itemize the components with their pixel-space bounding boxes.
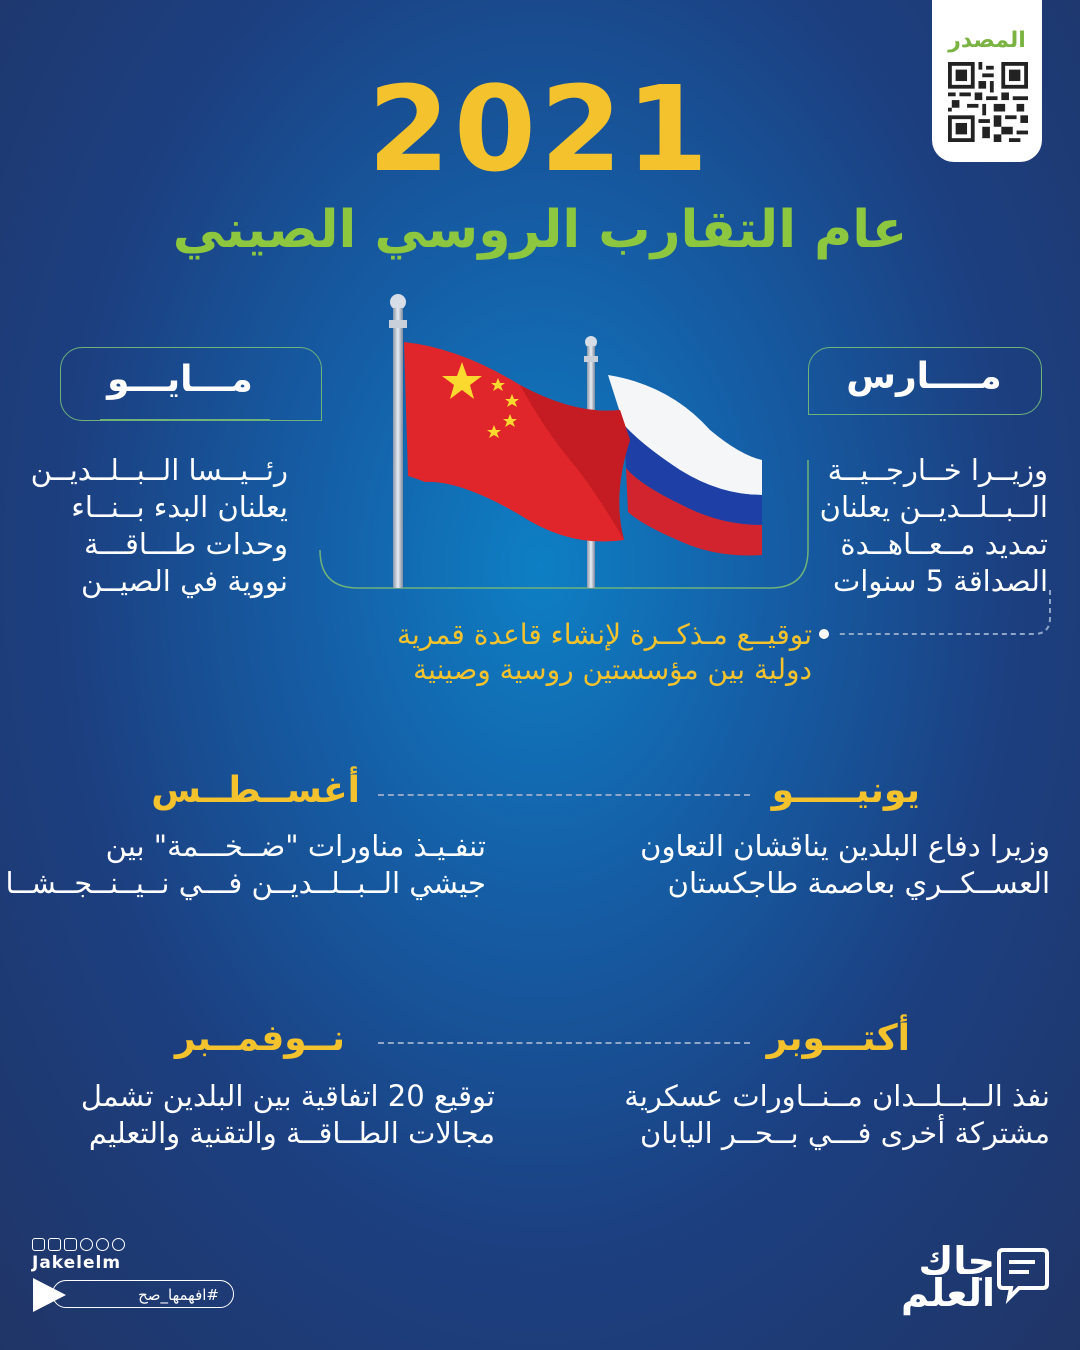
russia-flag [608,375,762,555]
row-divider-1 [378,794,750,796]
may-line: يعلنان البدء بــنــاء [71,490,288,524]
chat-bubble-icon [997,1246,1051,1304]
august-line: جيشي الــبــلــديــن فـــي نــيــنــجــشــا [5,866,486,900]
october-text [560,1078,1050,1152]
march-line: الصداقة 5 سنوات [832,564,1048,598]
may-line: نووية في الصيــن [80,564,288,598]
source-label: المصدر [948,28,1026,53]
play-icon[interactable] [30,1276,68,1314]
march-line: الــبــلــديــن يعلنان [819,490,1048,524]
august-title: أغســطــس [151,770,360,811]
march-dashed-connector [820,590,1060,646]
october-line: مشتركة أخرى فـــي بــحــر اليابان [639,1116,1050,1150]
instagram-icon[interactable] [48,1238,61,1251]
social-icons [32,1238,125,1251]
telegram-icon[interactable] [112,1238,125,1251]
may-underline [100,419,270,421]
november-text [30,1078,495,1152]
june-line: العســكــري بعاصمة طاجكستان [667,866,1050,900]
brand-name-line2: العلم [900,1271,995,1315]
october-title: أكتـــوبر [766,1018,910,1059]
may-text [30,452,288,600]
source-card[interactable] [932,0,1042,162]
august-line: تنفـيـذ مناورات "ضــخـــمة" بين [105,829,486,863]
march-text [770,452,1048,600]
may-line: رئــيــسا الــبــلــديــن [30,453,288,487]
march-line: تمديد مــعــاهــدة [840,527,1048,561]
may-line: وحدات طـــاقـــة [83,527,288,561]
october-line: نفذ الــبــلــدان مــنــاورات عسكرية [624,1079,1050,1113]
social-handle: Jakelelm [32,1253,122,1273]
qr-code-icon[interactable] [948,62,1028,142]
march-extra-text [330,617,812,687]
page-subtitle: عام التقارب الروسي الصيني [172,200,908,260]
june-title: يونيـــــو [771,770,920,811]
august-text [5,828,486,902]
snapchat-icon[interactable] [80,1238,93,1251]
china-flag [404,342,630,542]
march-line: وزيــرا خــارجــيــة [827,453,1048,487]
twitter-icon[interactable] [96,1238,109,1251]
year-title: 2021 [367,60,713,198]
brand-name-line1: جاك [918,1239,995,1283]
china-russia-flags-illustration [380,290,780,590]
november-title: نــوفمــبر [174,1018,345,1059]
linkedin-icon[interactable] [64,1238,77,1251]
november-line: توقيع 20 اتفاقية بين البلدين تشمل [80,1079,495,1113]
march-title: مــــارس [846,356,1002,397]
hashtag-pill [52,1280,234,1308]
november-line: مجالات الطــاقــة والتقنية والتعليم [88,1116,495,1150]
march-extra-line: دولية بين مؤسستين روسية وصينية [413,653,812,686]
march-extra-line: توقيــع مـذكــرة لإنشاء قاعدة قمرية [396,618,812,651]
brand-logo [900,1239,1053,1315]
bullet-dot [819,629,829,639]
facebook-icon[interactable] [32,1238,45,1251]
hashtag-text: #افهمها_صح [138,1286,219,1304]
june-line: وزيرا دفاع البلدين يناقشان التعاون [640,829,1050,863]
row-divider-2 [378,1042,750,1044]
june-text [560,828,1050,902]
may-title: مـــايـــو [107,359,253,400]
